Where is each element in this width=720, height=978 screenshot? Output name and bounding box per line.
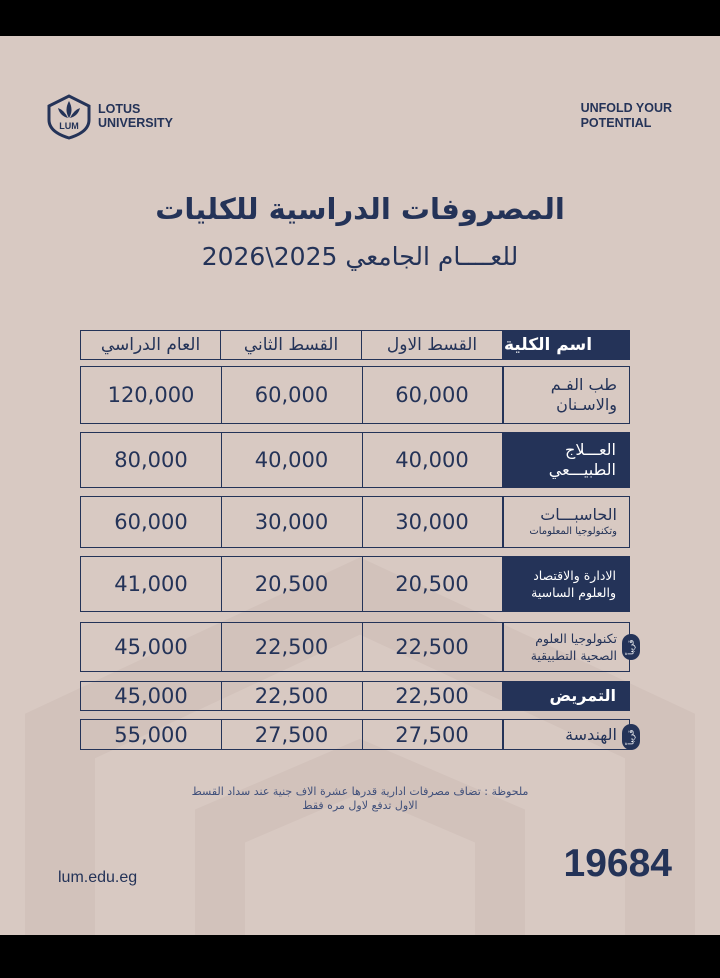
note-line1: ملحوظة : تضاف مصرفات ادارية قدرها عشرة الاف جنية عند سداد القسط bbox=[191, 785, 529, 798]
table-row bbox=[80, 681, 504, 711]
table-row bbox=[80, 556, 504, 612]
lotus-shield-icon bbox=[46, 92, 92, 140]
year-fee: 41,000 bbox=[81, 557, 222, 611]
logo-mark-text: LUM bbox=[59, 121, 79, 131]
header-year: العام الدراسي bbox=[80, 330, 221, 360]
table-row bbox=[80, 366, 504, 424]
second-installment: 22,500 bbox=[221, 682, 363, 710]
header-faculty: اسم الكلية bbox=[502, 330, 630, 360]
table-row bbox=[80, 622, 504, 672]
faculty-name: الحاسبـــات bbox=[540, 505, 617, 524]
first-installment: 20,500 bbox=[395, 572, 469, 596]
second-installment: 27,500 bbox=[221, 720, 363, 749]
year-fee: 45,000 bbox=[81, 682, 222, 710]
faculty-health-sciences bbox=[502, 622, 630, 672]
year-fee: 120,000 bbox=[81, 367, 222, 423]
faculty-dentistry bbox=[502, 366, 630, 424]
faculty-name: العـــلاج bbox=[565, 440, 616, 459]
faculty-name-cont: والاسـنان bbox=[556, 395, 617, 414]
first-installment: 30,000 bbox=[395, 510, 469, 534]
faculty-engineering bbox=[502, 719, 630, 750]
fees-note bbox=[160, 785, 560, 813]
second-installment: 60,000 bbox=[221, 367, 363, 423]
year-fee: 60,000 bbox=[81, 497, 222, 547]
faculty-computing bbox=[502, 496, 630, 548]
tagline bbox=[581, 101, 672, 131]
first-installment: 22,500 bbox=[395, 684, 469, 708]
faculty-name-cont: وتكنولوجيا المعلومات bbox=[529, 526, 617, 537]
first-installment: 60,000 bbox=[395, 383, 469, 407]
header-second: القسط الثاني bbox=[220, 330, 362, 360]
faculty-name: تكنولوجيا العلوم bbox=[535, 631, 617, 646]
tagline-line1: UNFOLD YOUR bbox=[580, 101, 672, 115]
page-subtitle: للعــــام الجامعي 2025\2026 bbox=[201, 242, 519, 271]
second-installment: 40,000 bbox=[221, 433, 363, 487]
table-row bbox=[80, 719, 504, 750]
first-installment: 40,000 bbox=[395, 448, 469, 472]
faculty-name: الهندسة bbox=[565, 724, 617, 744]
first-installment: 27,500 bbox=[395, 722, 469, 747]
faculty-name-cont: والعلوم الساسية bbox=[531, 585, 616, 600]
faculty-name: التمريض bbox=[549, 686, 616, 705]
coming-soon-badge: قريباً bbox=[622, 634, 640, 660]
second-installment: 22,500 bbox=[221, 623, 363, 671]
logo-line1: LOTUS bbox=[98, 102, 141, 116]
second-installment: 20,500 bbox=[221, 557, 363, 611]
table-row bbox=[80, 496, 504, 548]
faculty-name-cont: الطبيـــعي bbox=[548, 460, 616, 479]
first-installment: 22,500 bbox=[395, 635, 469, 659]
fees-poster bbox=[0, 36, 720, 935]
note-line2: الاول تدفع لاول مره فقط bbox=[302, 799, 418, 812]
second-installment: 30,000 bbox=[221, 497, 363, 547]
website-link[interactable]: lum.edu.eg bbox=[58, 869, 138, 886]
header-first: القسط الاول bbox=[361, 330, 503, 360]
faculty-name: الادارة والاقتصاد bbox=[533, 568, 616, 583]
faculty-physiotherapy bbox=[502, 432, 630, 488]
faculty-name: طب الفـم bbox=[550, 375, 617, 394]
coming-soon-badge: قريباً bbox=[622, 724, 640, 750]
table-row bbox=[80, 432, 504, 488]
logo-line2: UNIVERSITY bbox=[98, 116, 174, 130]
year-fee: 45,000 bbox=[81, 623, 222, 671]
faculty-name-cont: الصحية التطبيقية bbox=[530, 648, 617, 663]
year-fee: 55,000 bbox=[81, 720, 222, 749]
year-fee: 80,000 bbox=[81, 433, 222, 487]
lotus-university-logo bbox=[46, 92, 173, 140]
tagline-line2: POTENTIAL bbox=[580, 116, 652, 130]
faculty-nursing bbox=[502, 681, 630, 711]
hotline-number: 19684 bbox=[563, 842, 672, 885]
page-title: المصروفات الدراسية للكليات bbox=[155, 192, 565, 226]
faculty-management bbox=[502, 556, 630, 612]
